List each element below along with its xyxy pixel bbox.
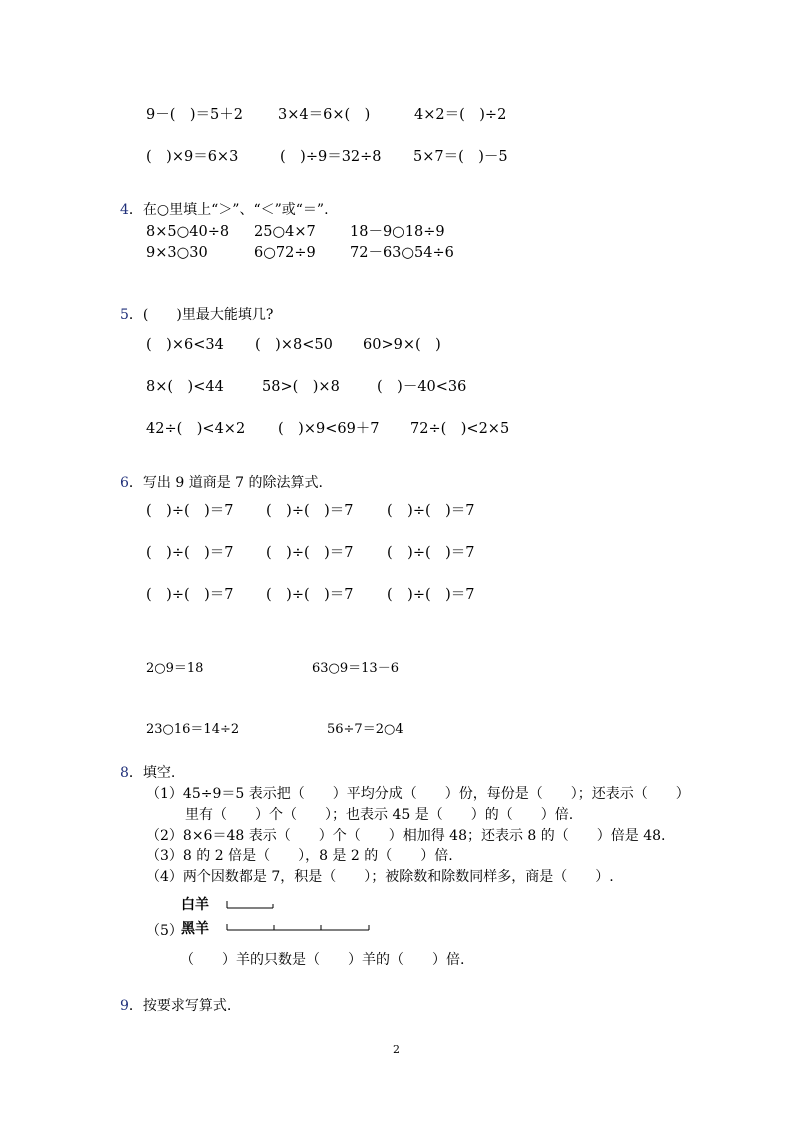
comparison: 72－63○54÷6 — [350, 245, 454, 261]
operator-equation: 56÷7＝2○4 — [327, 722, 404, 737]
question-number: 6 — [120, 475, 129, 491]
division-blank: ( )÷( )＝7 — [387, 587, 475, 603]
inequality: 8×( )<44 — [146, 379, 224, 395]
fill-in-line: （3）8 的 2 倍是（ ），8 是 2 的（ ）倍. — [146, 848, 453, 864]
division-blank: ( )÷( )＝7 — [146, 587, 234, 603]
fill-in-line: （2）8×6＝48 表示（ ）个（ ）相加得 48；还表示 8 的（ ）倍是 48. — [146, 828, 666, 844]
question-text: ．填空. — [128, 765, 176, 781]
inequality: 42÷( )<4×2 — [146, 421, 246, 437]
equation: ( )÷9＝32÷8 — [280, 149, 382, 165]
equation: 3×4＝6×( ) — [278, 107, 371, 123]
fill-in-line: （4）两个因数都是 7，积是（ ）；被除数和除数同样多，商是（ ）. — [146, 869, 614, 885]
question-text: ．按要求写算式. — [128, 998, 232, 1014]
comparison: 8×5○40÷8 — [146, 224, 230, 240]
sub-question-5-label: （5） — [146, 923, 183, 939]
comparison: 6○72÷9 — [254, 245, 316, 261]
division-blank: ( )÷( )＝7 — [266, 545, 354, 561]
comparison: 25○4×7 — [254, 224, 316, 240]
inequality: ( )×8<50 — [255, 337, 333, 353]
fill-in-line: 里有（ ）个（ ）；也表示 45 是（ ）的（ ）倍. — [185, 807, 574, 823]
white-sheep-label: 白羊 — [181, 897, 209, 913]
equation: 5×7＝( )－5 — [413, 149, 508, 165]
division-blank: ( )÷( )＝7 — [146, 503, 234, 519]
equation: 4×2＝( )÷2 — [414, 107, 507, 123]
operator-equation: 23○16＝14÷2 — [146, 722, 240, 737]
equation: ( )×9＝6×3 — [146, 149, 239, 165]
black-sheep-bar — [226, 920, 372, 934]
division-blank: ( )÷( )＝7 — [266, 503, 354, 519]
inequality: ( )－40<36 — [377, 379, 467, 395]
question-number: 8 — [120, 765, 129, 781]
question-text: ．在○里填上“＞”、“＜”或“＝”. — [128, 202, 329, 218]
division-blank: ( )÷( )＝7 — [387, 545, 475, 561]
division-blank: ( )÷( )＝7 — [387, 503, 475, 519]
page-number: 2 — [393, 1043, 400, 1056]
comparison: 9×3○30 — [146, 245, 208, 261]
operator-equation: 63○9＝13－6 — [312, 661, 399, 676]
operator-equation: 2○9＝18 — [146, 661, 204, 676]
question-4-heading — [120, 201, 329, 219]
question-8-heading — [120, 764, 175, 782]
question-9-heading — [120, 997, 231, 1015]
question-number: 4 — [120, 202, 129, 218]
comparison: 18－9○18÷9 — [350, 224, 445, 240]
inequality: 72÷( )<2×5 — [410, 421, 510, 437]
equation: 9－( )＝5＋2 — [146, 107, 243, 123]
question-5-heading — [120, 306, 273, 324]
black-sheep-label: 黑羊 — [181, 921, 209, 937]
inequality: 60>9×( ) — [363, 337, 441, 353]
inequality: 58>( )×8 — [262, 379, 340, 395]
question-number: 5 — [120, 307, 129, 323]
question-text: ．( )里最大能填几? — [128, 307, 274, 323]
question-6-heading — [120, 474, 323, 492]
division-blank: ( )÷( )＝7 — [266, 587, 354, 603]
question-number: 9 — [120, 998, 129, 1014]
fill-in-line: （1）45÷9＝5 表示把（ ）平均分成（ ）份，每份是（ ）；还表示（ ） — [146, 786, 690, 802]
white-sheep-bar — [226, 898, 276, 912]
fill-in-line: （ ）羊的只数是（ ）羊的（ ）倍. — [180, 952, 465, 968]
inequality: ( )×9<69＋7 — [278, 421, 380, 437]
division-blank: ( )÷( )＝7 — [146, 545, 234, 561]
question-text: ．写出 9 道商是 7 的除法算式. — [128, 475, 323, 491]
inequality: ( )×6<34 — [146, 337, 224, 353]
